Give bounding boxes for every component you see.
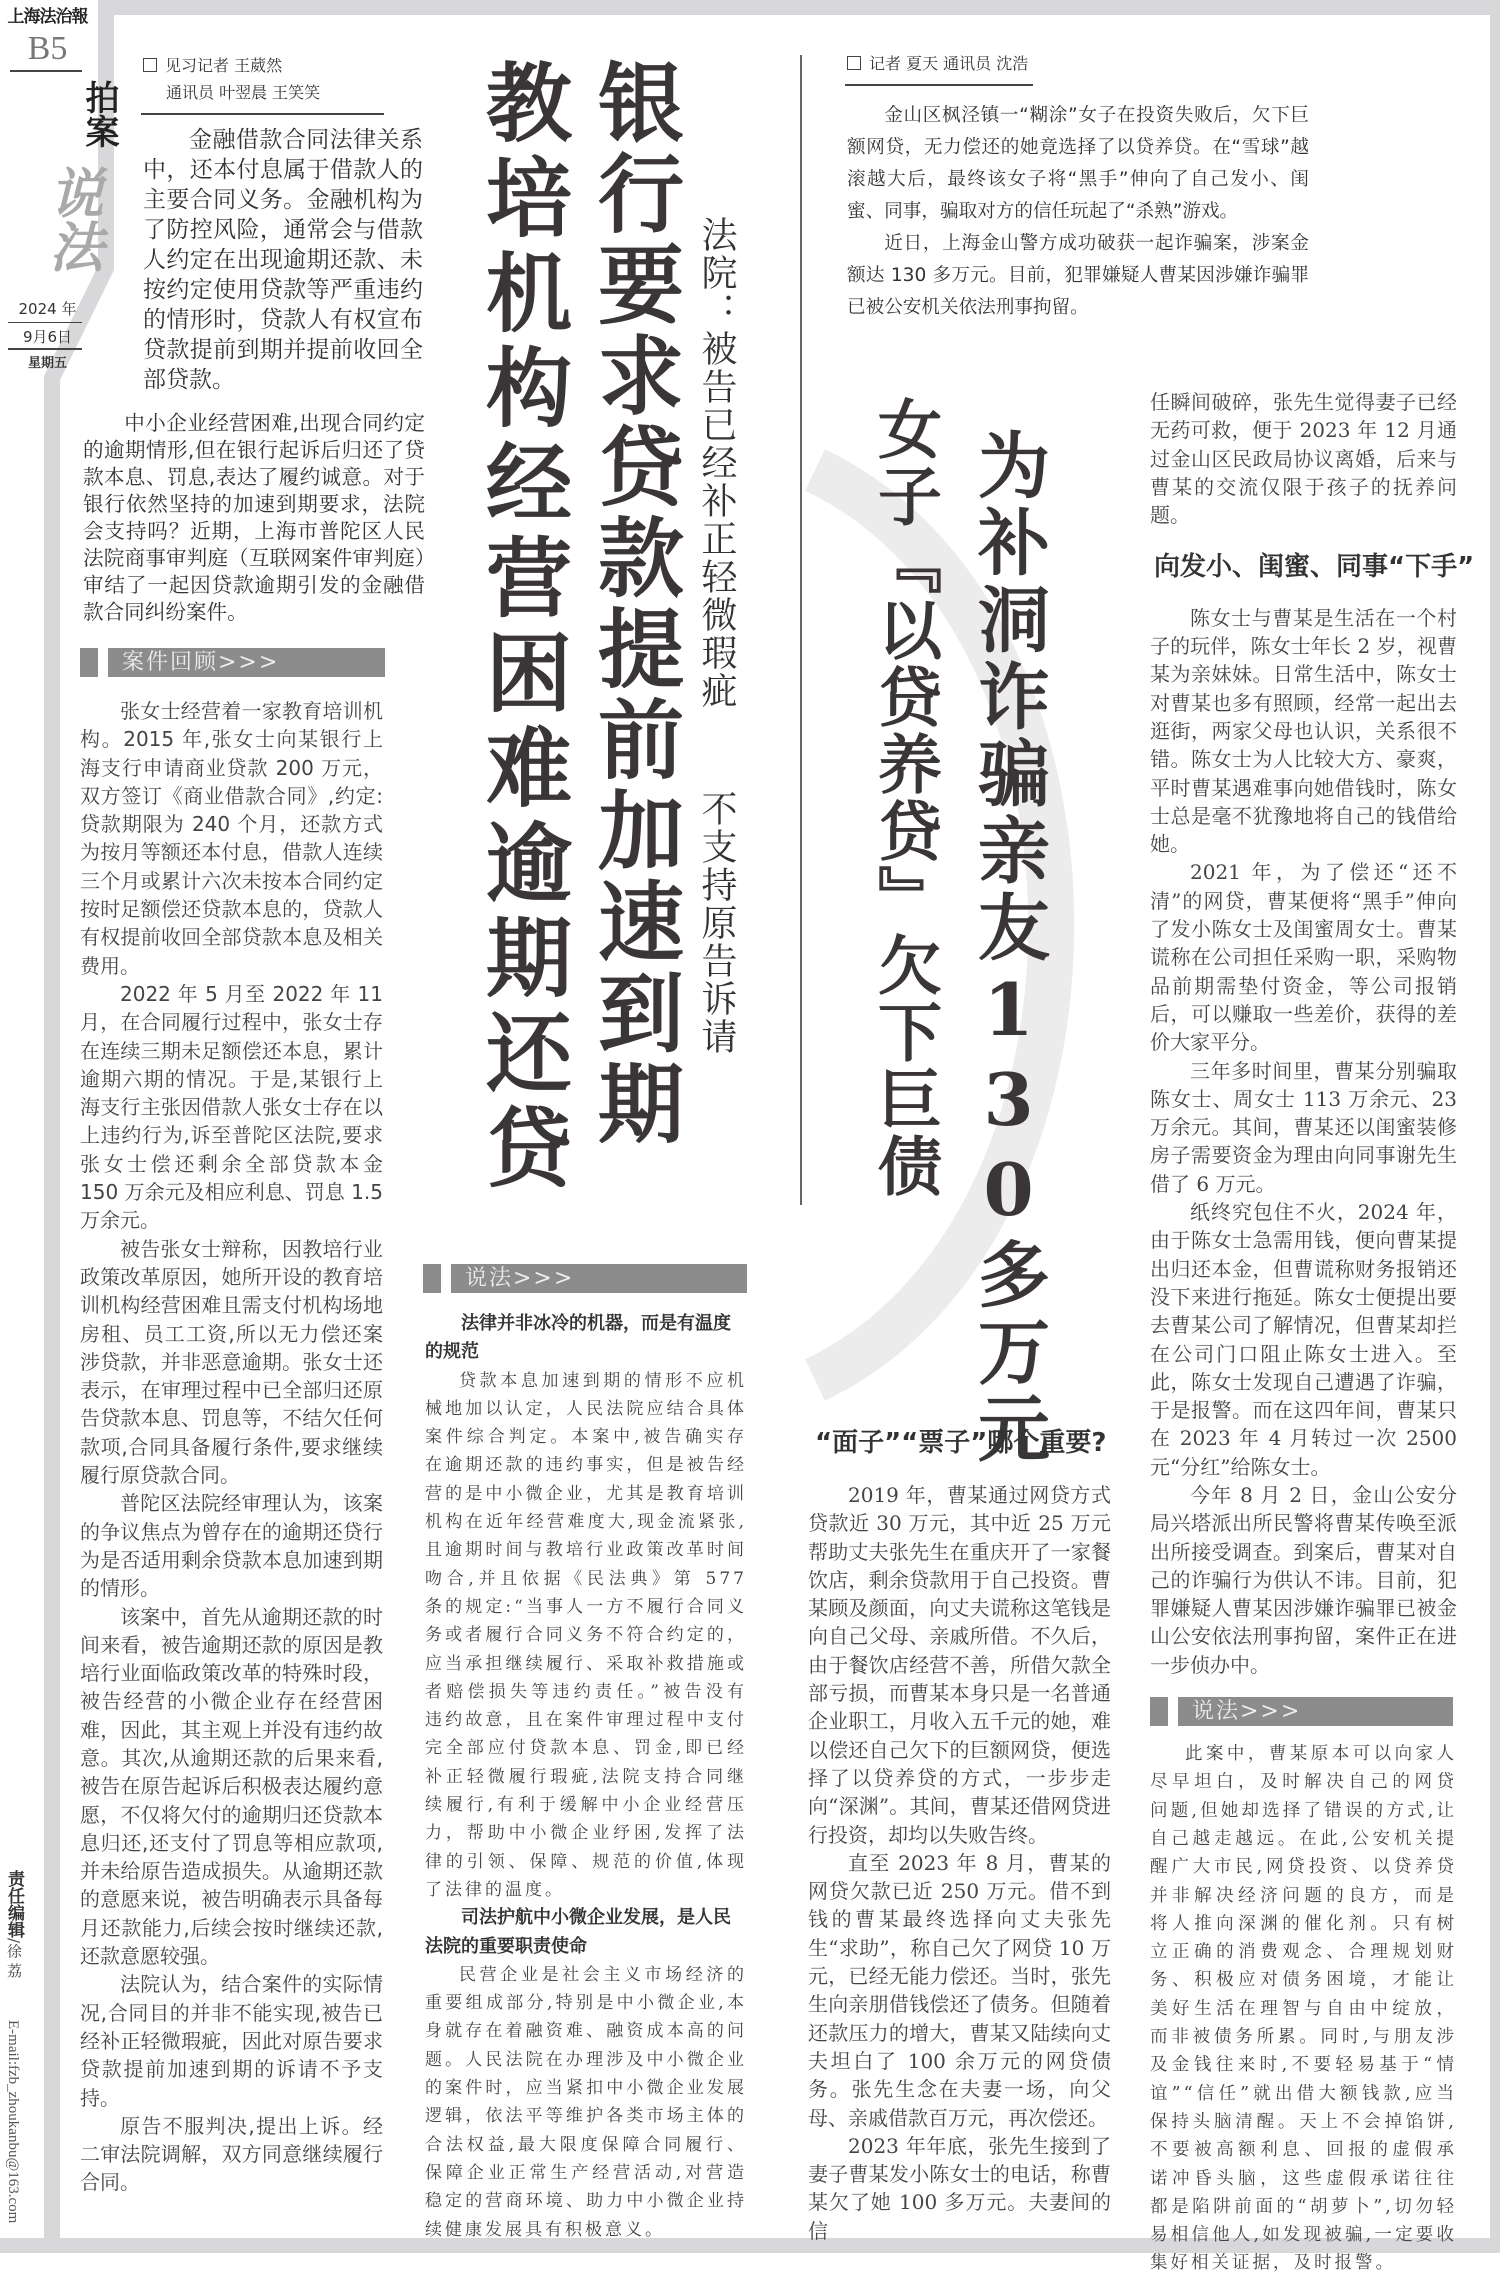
article1-commentary-column [423,1264,747,2244]
paragraph: 被告张女士辩称，因教培行业政策改革原因，她所开设的教育培训机构经营困难且需支付机构场地房租、员工工资,所以无力偿还案涉贷款，并非恶意逾期。张女士还表示，在审理过程中已全部归还原告贷款本息、罚息等，不结欠任何款项,合同具备履行条件,要求继续履行原贷款合同。 [80,1236,383,1488]
article2-headline-line2: 女子『以贷养贷』欠下巨债 [867,396,942,1200]
divider [8,348,82,350]
article1-deck-part1: 法院：被告已经补正轻微瑕疵 [696,216,737,710]
section-header-case-review [80,648,385,677]
paragraph: 贷款本息加速到期的情形不应机械地加以认定，人民法院应结合具体案件综合判定。本案中,被告确实存在逾期还款的违约事实，但是被告经营的是中小微企业，尤其是教育培训机构在近年经营难度大,现金流紧张,且逾期时间与教培行业政策改革时间吻合,并且依据《民法典》第 577 条的规定:“当事人一方不履行合同义务或者履行合同义务不符合约定的，应当承担继续履行、采取补救措施或者赔偿损失等违约责任。”被告没有违约故意，且在案件审理过程中支付完全部应付贷款本息、罚金,即已经补正轻微履行瑕疵,法院支持合同继续履行,有利于缓解中小企业经营压力，帮助中小微企业纾困,发挥了法律的引领、保障、规范的价值,体现了法律的温度。 [425,1370,747,1900]
section-marker [423,1264,441,1293]
article2-headline-line1: 为补洞诈骗亲友130多万元 [966,428,1051,1468]
article1-headline-line1: 银行要求贷款提前加速到期 [583,58,684,1150]
section-marker [80,648,98,677]
paragraph: 今年 8 月 2 日，金山公安分局兴塔派出所民警将曹某传唤至派出所接受调查。到案后，曹某对自己的诈骗行为供认不讳。目前，犯罪嫌疑人曹某因涉嫌诈骗罪已被金山公安依法刑事拘留，案件正在进一步侦办中。 [1150,1482,1457,1677]
paragraph: 民营企业是社会主义市场经济的重要组成部分,特别是中小微企业,本身就存在着融资难、融资成本高的问题。人民法院在办理涉及中小微企业的案件时，应当紧扣中小微企业发展逻辑，依法平等维护各类市场主体的合法权益,最大限度保障合同履行、保障企业正常生产经营活动,对营造稳定的营商环境、助力中小微企业持续健康发展具有积极意义。 [425,1964,747,2240]
byline-correspondents: 通讯员 叶翌晨 王笑笑 [166,83,321,102]
paragraph: 2019 年，曹某通过网贷方式贷款近 30 万元，其中近 25 万元帮助丈夫张先生在重庆开了一家餐饮店，剩余贷款用于自己投资。曹某顾及颜面，向丈夫谎称这笔钱是向自己父母、亲戚所借。不久后，由于餐饮店经营不善，所借欠款全部亏损，而曹某本身只是一名普通企业职工，月收入五千元的她，难以偿还自己欠下的巨额网贷，便选择了以贷养贷的方式，一步步走向“深渊”。其间，曹某还借网贷进行投资，却均以失败告终。 [808,1483,1111,1847]
column-title-calligraphy: 说法 [41,165,105,273]
paragraph: 三年多时间里，曹某分别骗取陈女士、周女士 113 万余元、23 万余元。其间，曹某还以闺蜜装修房子需要资金为理由向同事谢先生借了 6 万元。 [1150,1058,1457,1196]
article1-headline-line2: 教培机构经营困难逾期还贷 [471,58,572,1198]
section-heading: 向发小、闺蜜、同事“下手” [1154,552,1475,583]
paragraph: 金山区枫泾镇一“糊涂”女子在投资失败后，欠下巨额网贷，无力偿还的她竟选择了以贷养贷。在“雪球”越滚越大后，最终该女子将“黑手”伸向了自己发小、闺蜜、同事，骗取对方的信任玩起了“杀熟”游戏。 [847,105,1309,222]
section-header-commentary [423,1264,747,1293]
divider [10,70,82,72]
section-heading: “面子”“票子”哪个重要? [815,1428,1107,1458]
paragraph: 纸终究包住不火，2024 年，由于陈女士急需用钱，便向曹某提出归还本金，但曹谎称财务报销还没下来进行拖延。陈女士便提出要去曹某公司了解情况，但曹某却拦在公司门口阻止陈女士进入。至此，陈女士发现自己遭遇了诈骗，于是报警。而在这四年间，曹某只在 2023 年 4 月转过一次 2500 元“分红”给陈女士。 [1150,1200,1457,1479]
paragraph: 法院认为，结合案件的实际情况,合同目的并非不能实现,被告已经补正轻微瑕疵，因此对原告要求贷款提前加速到期的诉请不予支持。 [80,1972,383,2110]
case-review-body [80,697,383,2197]
byline-rule [141,113,384,115]
editor-email[interactable]: E-mail:fzb_zhoukanbu@163.com [5,2020,21,2224]
divider [8,322,82,323]
paragraph: 陈女士与曹某是生活在一个村子的玩伴，陈女士年长 2 岁，视曹某为亲妹妹。日常生活中，陈女士对曹某也多有照顾，经常一起出去逛街，两家父母也认识，关系很不错。陈女士为人比较大方、豪爽，平时曹某遇难事向她借钱时，陈女士总是毫不犹豫地将自己的钱借给她。 [1150,605,1457,857]
issue-year: 2024 年 [18,300,77,318]
article1-left-column [80,410,425,2197]
article2-middle-column [808,1422,1111,2245]
section-label: 案件回顾>>> [108,648,385,677]
article2-lead [847,100,1309,324]
article1-byline [143,52,320,106]
section-marker [1150,1697,1168,1726]
paragraph: 近日，上海金山警方成功破获一起诈骗案，涉案金额达 130 多万元。目前，犯罪嫌疑人曹某因涉嫌诈骗罪已被公安机关依法刑事拘留。 [847,233,1309,318]
page-number: B5 [27,30,68,67]
paragraph: 普陀区法院经审理认为，该案的争议焦点为曾存在的逾期还贷行为是否适用剩余贷款本息加速到期的情形。 [80,1491,383,1601]
article2-section2-body [1150,388,1475,1679]
paragraph: 原告不服判决,提出上诉。经二审法院调解，双方同意继续履行合同。 [80,2113,383,2195]
byline-text: 记者 夏天 通讯员 沈浩 [869,54,1029,73]
paragraph: 该案中，首先从逾期还款的时间来看，被告逾期还款的原因是教培行业面临政策改革的特殊时段，被告经营的小微企业存在经营困难，因此，其主观上并没有违约故意。其次,从逾期还款的后果来看,被告在原告起诉后积极表达履约意愿，不仅将欠付的逾期归还贷款本息归还,还支付了罚息等相应款项,并未给原告造成损失。从逾期还款的意愿来说，被告明确表示具备每月还款能力,后续会按时继续还款,还款意愿较强。 [80,1604,383,1969]
issue-weekday: 星期五 [27,356,67,371]
square-icon [847,56,861,70]
column-title: 拍案 [79,80,119,148]
article2-commentary: 此案中，曹某原本可以向家人尽早坦白，及时解决自己的网贷问题,但她却选择了错误的方式,让自己越走越远。在此,公安机关提醒广大市民,网贷投资、以贷养贷并非解决经济问题的良方，而是将人推向深渊的催化剂。只有树立正确的消费观念、合理规划财务、积极应对债务困境，才能让美好生活在理智与自由中绽放，而非被债务所累。同时,与朋友涉及金钱往来时,不要轻易基于“情谊”“信任”就出借大额钱款,应当保持头脑清醒。天上不会掉馅饼,不要被高额利息、回报的虚假承诺冲昏头脑，这些虚假承诺往往都是陷阱前面的“胡萝卜”,切勿轻易相信他人,如发现被骗,一定要收集好相关证据，及时报警。 [1150,1744,1457,2274]
section-header-commentary [1150,1697,1453,1726]
square-icon [143,58,157,72]
commentary-body [425,1310,747,2244]
section-label: 说法>>> [1178,1697,1453,1726]
editor-name: /徐 荔 [5,1938,23,1978]
byline-reporter: 见习记者 王葳然 [165,56,283,75]
paragraph: 直至 2023 年 8 月，曹某的网贷欠款已近 250 万元。借不到钱的曹某最终选择向丈夫张先生“求助”，称自己欠了网贷 10 万元，已经无能力偿还。当时，张先生向亲朋借钱偿还了债务。但随着还款压力的增大，曹某又陆续向丈夫坦白了 100 余万元的网贷债务。张先生念在夫妻一场，向父母、亲戚借款百万元，再次偿还。 [808,1850,1111,2130]
masthead-logo: 上海法治報 [7,7,88,27]
article2-byline [847,50,1028,77]
editor-label: 责任编辑 [4,1870,24,1938]
byline-rule [845,84,1033,86]
paragraph-continued: 任瞬间破碎，张先生觉得妻子已经无药可救，便于 2023 年 12 月通过金山区民政局协议离婚，后来与曹某的交流仅限于孩子的抚养问题。 [1150,390,1457,528]
editor-credit [2,1870,27,1978]
paragraph: 2022 年 5 月至 2022 年 11 月，在合同履行过程中，张女士存在连续三期未足额偿还本息，累计逾期六期的情况。于是,某银行上海支行主张因借款人张女士存在以上违约行为,诉至普陀区法院,要求张女士偿还剩余全部贷款本金 150 万余元及相应利息、罚息 1.5 万余元。 [80,981,383,1233]
paragraph: 张女士经营着一家教育培训机构。2015 年,张女士向某银行上海支行申请商业贷款 200 万元，双方签订《商业借款合同》,约定:贷款期限为 240 个月，还款方式为按月等额还本付息，借款人连续三个月或累计六次未按本合同约定按时足额偿还贷款本息的，贷款人有权提前收回全部贷款本息及相关费用。 [80,699,383,978]
paragraph: 2021 年，为了偿还“还不清”的网贷，曹某便将“黑手”伸向了发小陈女士及闺蜜周女士。曹某谎称在公司担任采购一职，采购物品前期需垫付资金，等公司报销后，可以赚取一些差价，获得的差价大家平分。 [1150,860,1457,1055]
article2-section1-body [808,1481,1111,2245]
commentary-subheading: 法律并非冰冷的机器，而是有温度的规范 [425,1313,731,1363]
section-label: 说法>>> [451,1264,747,1293]
article1-intro: 中小企业经营困难,出现合同约定的逾期情形,但在银行起诉后归还了贷款本息、罚息,表达了履约诚意。对于银行依然坚持的加速到期要求，法院会支持吗？近期，上海市普陀区人民法院商事审判庭（互联网案件审判庭）审结了一起因贷款逾期引发的金融借款合同纠纷案件。 [83,411,425,624]
article2-right-column [1150,388,1475,2278]
article1-deck-part2: 不支持原告诉请 [696,790,737,1056]
article1-lead: 金融借款合同法律关系中，还本付息属于借款人的主要合同义务。金融机构为了防控风险，通常会与借款人约定在出现逾期还款、未按约定使用贷款等严重违约的情形时，贷款人有权宣布贷款提前到期并提前收回全部贷款。 [143,127,423,393]
commentary-subheading: 司法护航中小微企业发展，是人民法院的重要职责使命 [425,1907,731,1957]
column-divider [800,55,802,1205]
issue-date: 9月6日 [22,328,73,346]
paragraph: 2023 年年底，张先生接到了妻子曹某发小陈女士的电话，称曹某欠了她 100 多万元。夫妻间的信 [808,2133,1111,2243]
